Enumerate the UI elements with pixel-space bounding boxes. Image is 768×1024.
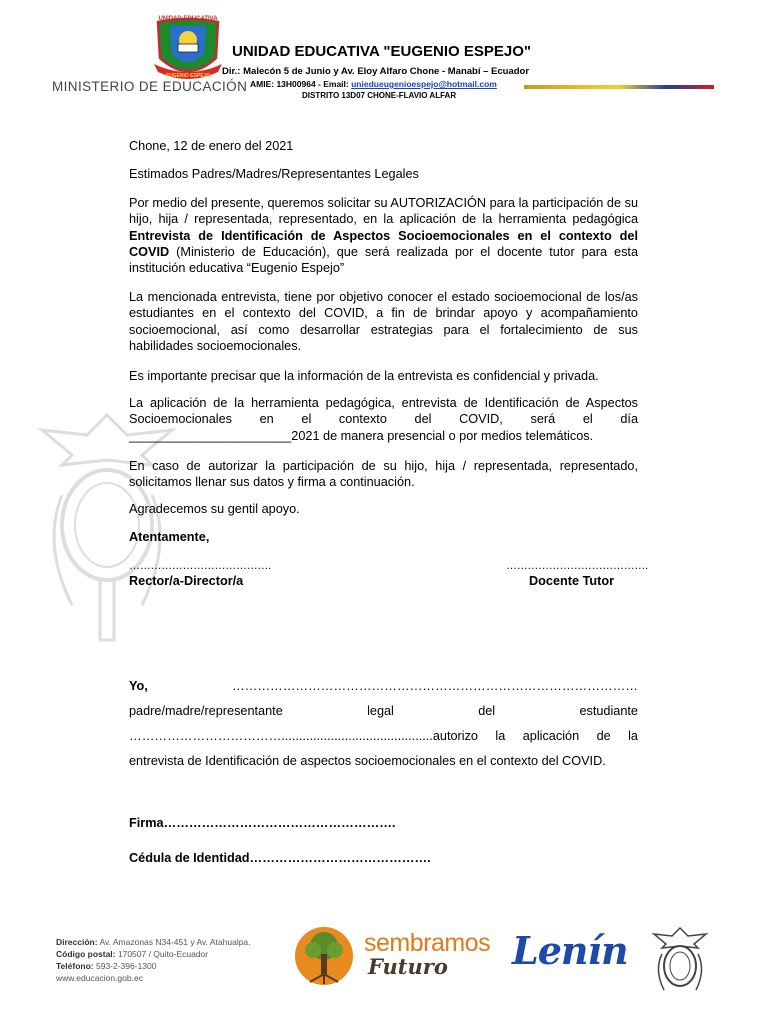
paragraph-confidential: Es importante precisar que la información de la entrevista es confidencial y privada.: [129, 369, 599, 383]
school-district: DISTRITO 13D07 CHONE-FLAVIO ALFAR: [302, 91, 457, 100]
letter-thanks: Agradecemos su gentil apoyo.: [129, 502, 300, 516]
address-text: Malecón 5 de Junio y Av. Eloy Alfaro Chone - Manabí – Ecuador: [240, 66, 530, 77]
address-label: Dir.:: [222, 66, 241, 77]
ecuador-coat-of-arms-icon: [648, 924, 712, 996]
paragraph-request: [129, 195, 638, 276]
signature-label-rector: Rector/a-Director/a: [129, 574, 244, 588]
yo-label: Yo,: [129, 679, 148, 693]
footer-postal-text: 170507 / Quito-Ecuador: [115, 949, 209, 959]
p1-text-b: (Ministerio de Educación), que será realizada por el docente tutor para esta institución educativa “Eugenio Espejo”: [129, 244, 638, 276]
flag-color-stripe: [524, 85, 714, 89]
amie-text: AMIE: 13H00964 - Email:: [250, 79, 352, 89]
footer-postal: [56, 948, 251, 960]
letter-date: Chone, 12 de enero del 2021: [129, 139, 294, 153]
footer-postal-label: Código postal:: [56, 949, 116, 959]
authorization-statement: [129, 674, 638, 774]
paragraph-objective: La mencionada entrevista, tiene por objetivo conocer el estado socioemocional de los/as estudiantes en el contexto del COVID, a fin de brindar apoyo y acompañamiento socioemocional, así como desarrollar estrategias para el fortalecimiento de sus habilidades socioemocionales.: [129, 290, 638, 353]
paragraph-authorization-request: En caso de autorizar la participación de su hijo, hija / representada, representado, solicitamos llenar sus datos y firma a continuación.: [129, 459, 638, 490]
school-amie: [250, 79, 497, 89]
name-fill-line: ……………………………………………………………………………………: [147, 679, 638, 693]
signature-field: Firma……………………………………………….: [129, 816, 396, 830]
lenin-logo-text: Lenín: [512, 928, 628, 973]
school-email-link[interactable]: uniedueugenioespejo@hotmail.com: [351, 79, 497, 89]
signature-label-tutor: Docente Tutor: [529, 574, 615, 588]
futuro-logo-text: Futuro: [368, 954, 448, 979]
sembramos-logo-text: sembramos: [364, 929, 491, 957]
tree-logo-icon: [295, 924, 353, 988]
school-crest-logo: [148, 14, 228, 86]
school-name: UNIDAD EDUCATIVA "EUGENIO ESPEJO": [232, 43, 531, 60]
id-number-field: Cédula de Identidad…………………………………….: [129, 851, 431, 865]
p1-tool-name: Entrevista de Identificación de Aspectos Socioemocionales en el contexto del COVID: [129, 228, 638, 259]
footer-phone: [56, 960, 251, 972]
auth-representative-text: padre/madre/representante legal del estudiante ………………………………...........................................: [129, 704, 638, 743]
footer-phone-label: Teléfono:: [56, 961, 94, 971]
auth-consent-text: autorizo la aplicación de la entrevista de Identificación de aspectos socioemocionales en el contexto del COVID.: [129, 729, 638, 768]
signature-line-rector: ………………………………….: [129, 560, 271, 572]
signature-line-tutor: ………………………………….: [506, 560, 648, 572]
p1-text-a: Por medio del presente, queremos solicitar su AUTORIZACIÓN para la participación de su hijo, hija / representada, representado, en la aplicación de la herramienta pedagógica: [129, 196, 638, 227]
school-address: [222, 66, 529, 77]
footer-contact: [56, 936, 251, 984]
letter-closing: Atentamente,: [129, 530, 210, 544]
footer-website[interactable]: www.educacion.gob.ec: [56, 973, 143, 983]
svg-text:UNIDAD EDUCATIVA: UNIDAD EDUCATIVA: [158, 16, 218, 22]
footer-address-text: Av. Amazonas N34-451 y Av. Atahualpa.: [97, 937, 251, 947]
footer-phone-text: 593-2-396-1300: [93, 961, 157, 971]
ministry-name: MINISTERIO DE EDUCACIÓN: [52, 79, 248, 94]
svg-text:EUGENIO ESPEJO: EUGENIO ESPEJO: [165, 73, 211, 79]
footer-address: [56, 936, 251, 948]
letter-greeting: Estimados Padres/Madres/Representantes Legales: [129, 167, 419, 181]
footer-address-label: Dirección:: [56, 937, 98, 947]
paragraph-date-application: La aplicación de la herramienta pedagógica, entrevista de Identificación de Aspectos Socioemocionales en el contexto del COVID, será el día _______________________2021 de manera presencial o por medios telemáticos.: [129, 396, 638, 443]
